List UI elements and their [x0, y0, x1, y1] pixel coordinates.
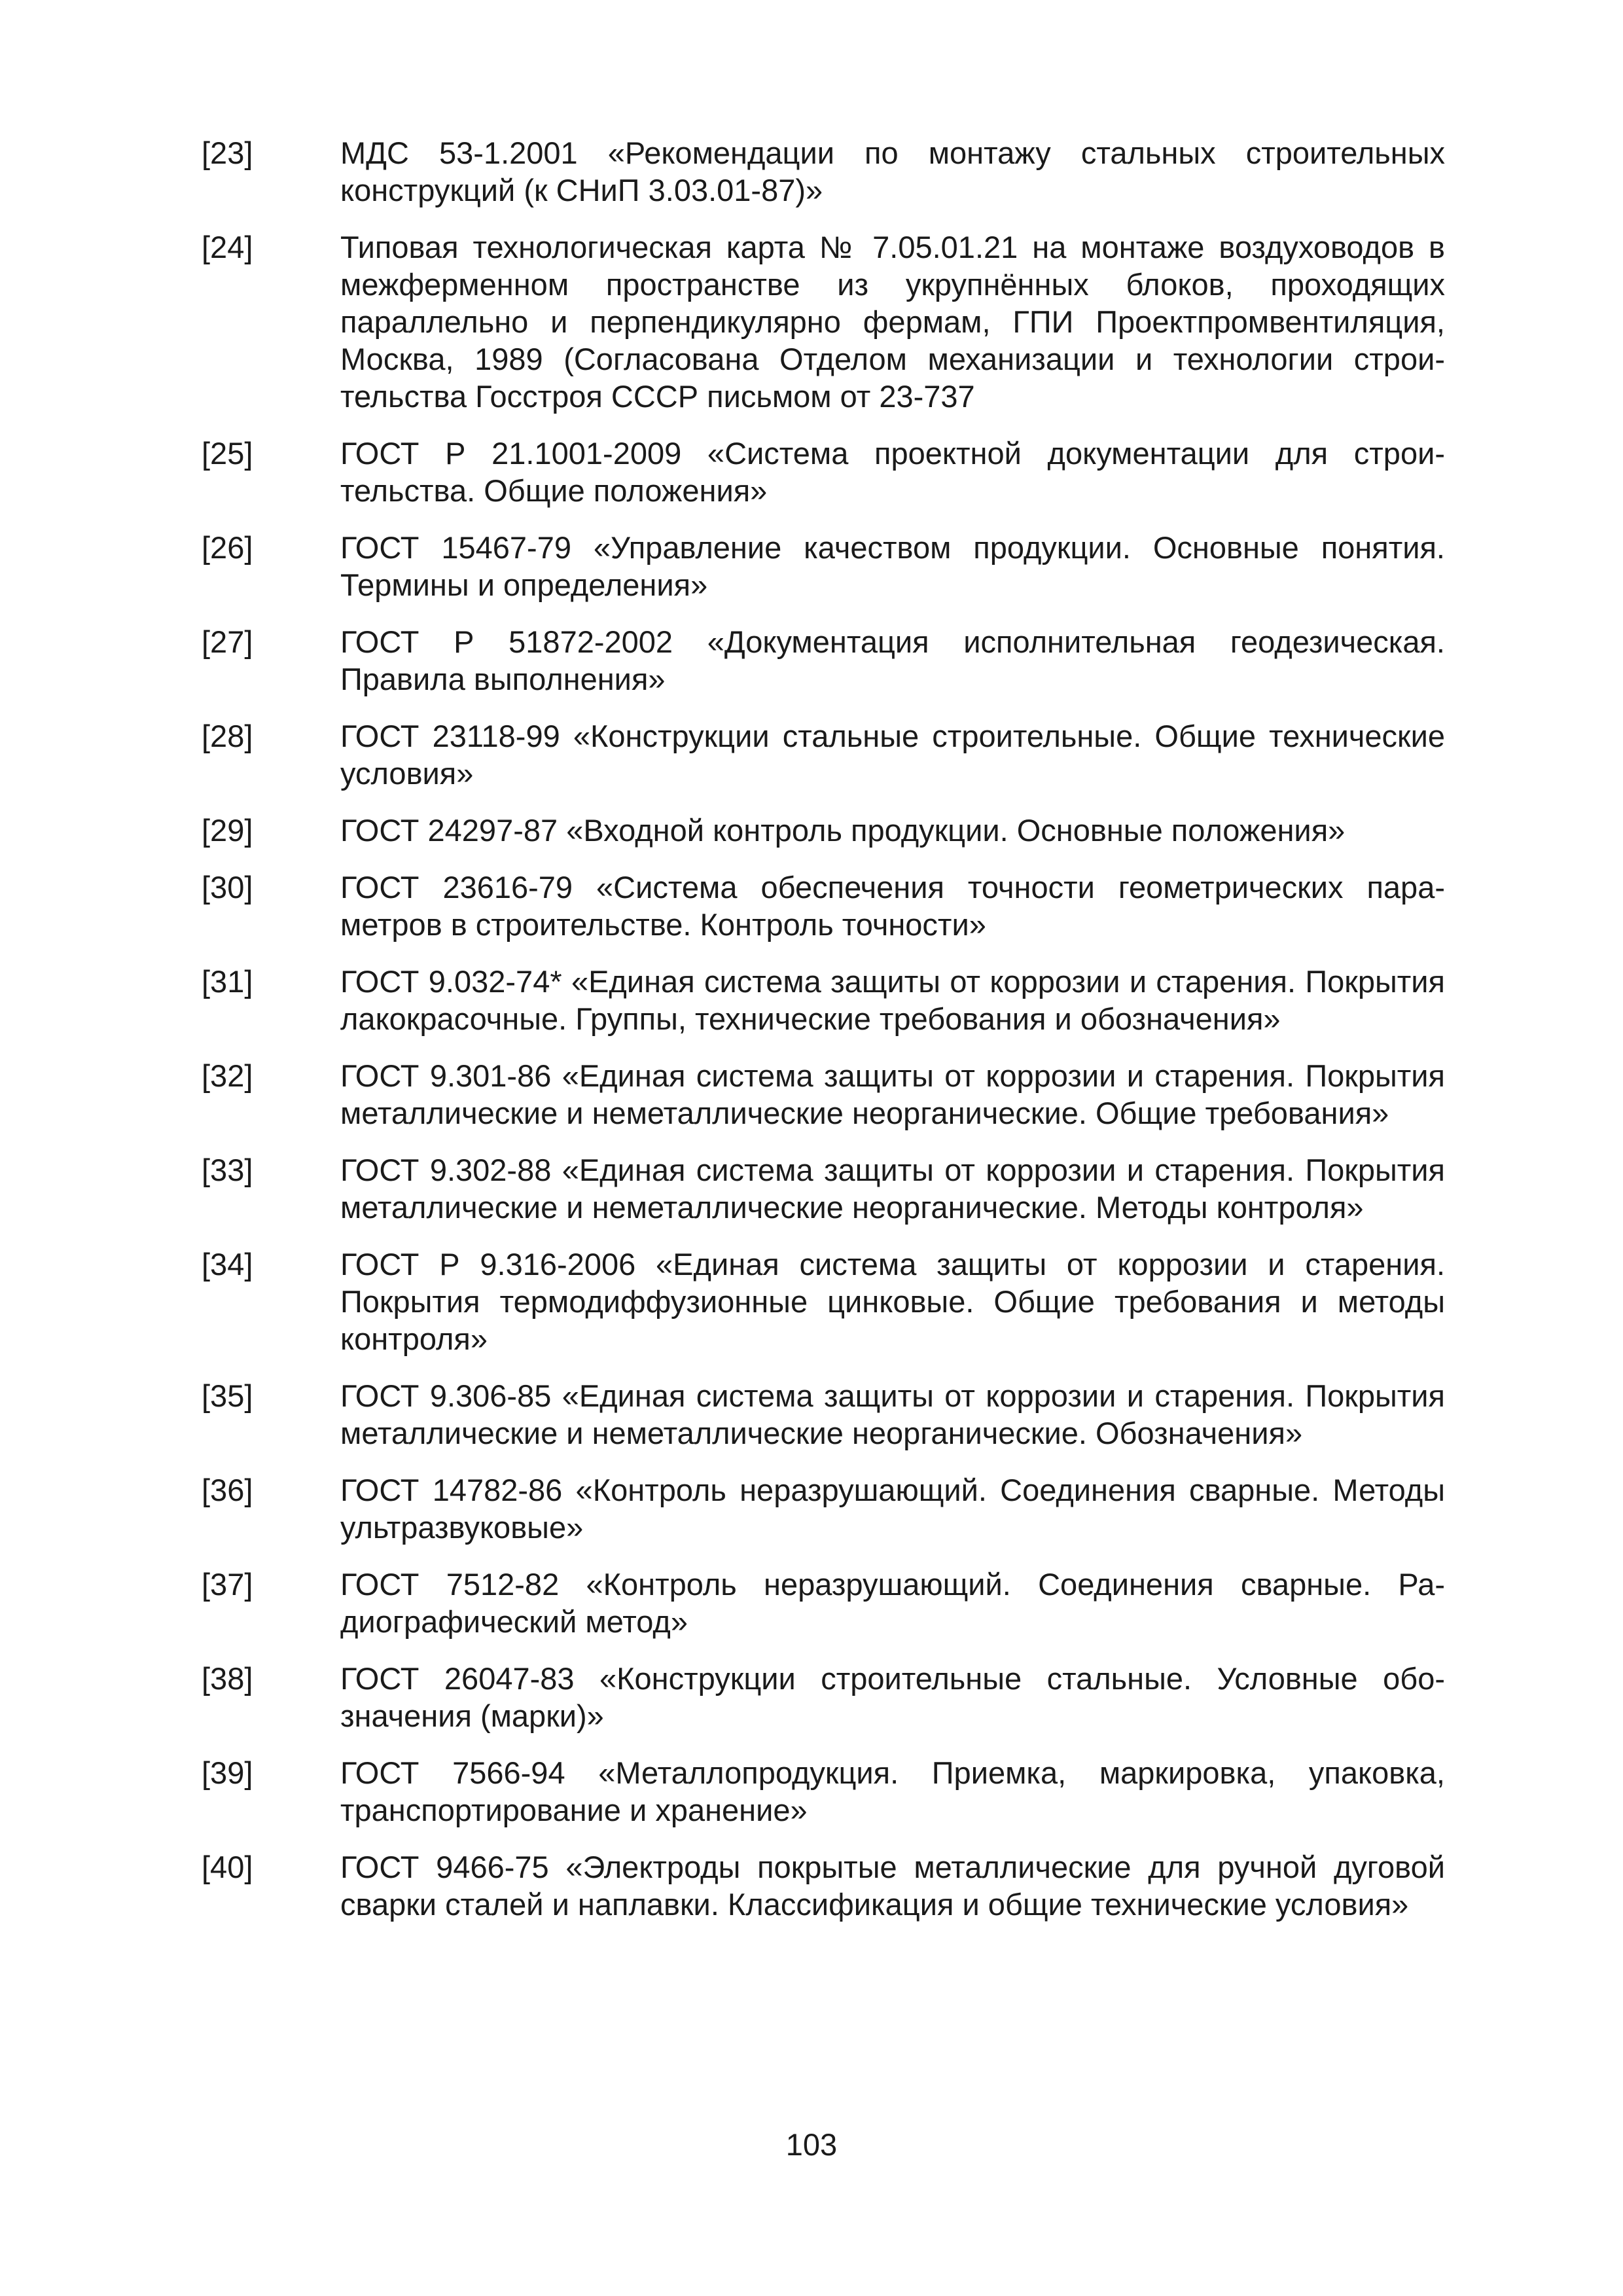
reference-number: [36]: [202, 1473, 253, 1507]
reference-text: ГОСТ 9.302-88 «Единая система защиты от коррозии и старения. Покрытия металлические и неметаллические неорганические. Методы контроля»: [340, 1153, 1445, 1225]
reference-text: ГОСТ 9.306-85 «Единая система защиты от коррозии и старения. Покрытия металлические и неметаллические неорганические. Обозначения»: [340, 1378, 1445, 1450]
reference-item: [202, 869, 1445, 943]
reference-item: [202, 1754, 1445, 1829]
reference-item: [202, 529, 1445, 603]
reference-number: [32]: [202, 1058, 253, 1093]
reference-number: [31]: [202, 964, 253, 999]
reference-item: [202, 134, 1445, 209]
reference-item: [202, 1848, 1445, 1923]
reference-item: [202, 963, 1445, 1037]
reference-item: [202, 1660, 1445, 1734]
reference-item: [202, 1566, 1445, 1640]
reference-item: [202, 1377, 1445, 1452]
reference-text: ГОСТ 7512-82 «Контроль неразрушающий. Соединения сварные. Радиографический метод»: [340, 1567, 1445, 1639]
reference-text: ГОСТ 23118-99 «Конструкции стальные строительные. Общие технические условия»: [340, 719, 1445, 791]
reference-number: [26]: [202, 530, 253, 565]
reference-number: [30]: [202, 870, 253, 905]
reference-number: [27]: [202, 624, 253, 659]
reference-item: [202, 623, 1445, 698]
reference-text: ГОСТ 9.301-86 «Единая система защиты от коррозии и старения. Покрытия металлические и неметаллические неорганические. Общие требования»: [340, 1058, 1445, 1130]
reference-item: [202, 1151, 1445, 1226]
reference-item: [202, 228, 1445, 415]
reference-item: [202, 1057, 1445, 1132]
reference-number: [33]: [202, 1153, 253, 1187]
reference-text: ГОСТ 9.032-74* «Единая система защиты от коррозии и старения. Покрытия лакокрасочные. Группы, технические требования и обозначения»: [340, 964, 1445, 1036]
reference-text: ГОСТ 24297-87 «Входной контроль продукции. Основные положения»: [340, 813, 1346, 848]
reference-number: [39]: [202, 1755, 253, 1790]
reference-text: ГОСТ 23616-79 «Система обеспечения точности геометрических параметров в строительстве. Контроль точности»: [340, 870, 1445, 942]
reference-number: [38]: [202, 1661, 253, 1696]
reference-text: Типовая технологическая карта № 7.05.01.21 на монтаже воздуховодов в межферменном пространстве из укрупнённых блоков, проходящих параллельно и перпендикулярно фермам, ГПИ Проектпромвентиляция, Москва, 1989 (Согласована Отделом механизации и технологии строительства Госстроя СССР письмом от 23-737: [340, 230, 1445, 414]
reference-item: [202, 435, 1445, 509]
reference-number: [28]: [202, 719, 253, 753]
reference-item: [202, 1246, 1445, 1357]
reference-number: [24]: [202, 230, 253, 264]
reference-text: ГОСТ 7566-94 «Металлопродукция. Приемка, маркировка, упаковка, транспортирование и хранение»: [340, 1755, 1445, 1827]
reference-text: ГОСТ 14782-86 «Контроль неразрушающий. Соединения сварные. Методы ультразвуковые»: [340, 1473, 1445, 1545]
reference-text: ГОСТ 15467-79 «Управление качеством продукции. Основные понятия. Термины и определения»: [340, 530, 1445, 602]
reference-text: ГОСТ 9466-75 «Электроды покрытые металлические для ручной дуговой сварки сталей и наплавки. Классификация и общие технические условия»: [340, 1850, 1445, 1922]
reference-item: [202, 717, 1445, 792]
reference-number: [34]: [202, 1247, 253, 1282]
reference-number: [37]: [202, 1567, 253, 1602]
reference-number: [40]: [202, 1850, 253, 1884]
reference-text: ГОСТ Р 9.316-2006 «Единая система защиты от коррозии и старения. Покрытия термодиффузионные цинковые. Общие требования и методы контроля»: [340, 1247, 1445, 1356]
reference-number: [29]: [202, 813, 253, 848]
reference-item: [202, 812, 1445, 849]
reference-list: [202, 134, 1445, 1943]
reference-number: [25]: [202, 436, 253, 471]
reference-text: ГОСТ 26047-83 «Конструкции строительные стальные. Условные обозначения (марки)»: [340, 1661, 1445, 1733]
reference-text: ГОСТ Р 21.1001-2009 «Система проектной документации для строительства. Общие положения»: [340, 436, 1445, 508]
reference-number: [35]: [202, 1378, 253, 1413]
reference-text: ГОСТ Р 51872-2002 «Документация исполнительная геодезическая. Правила выполнения»: [340, 624, 1445, 696]
reference-item: [202, 1471, 1445, 1546]
page-number: 103: [785, 2127, 838, 2162]
reference-text: МДС 53-1.2001 «Рекомендации по монтажу стальных строительных конструкций (к СНиП 3.03.01-87)»: [340, 135, 1445, 207]
reference-number: [23]: [202, 135, 253, 170]
